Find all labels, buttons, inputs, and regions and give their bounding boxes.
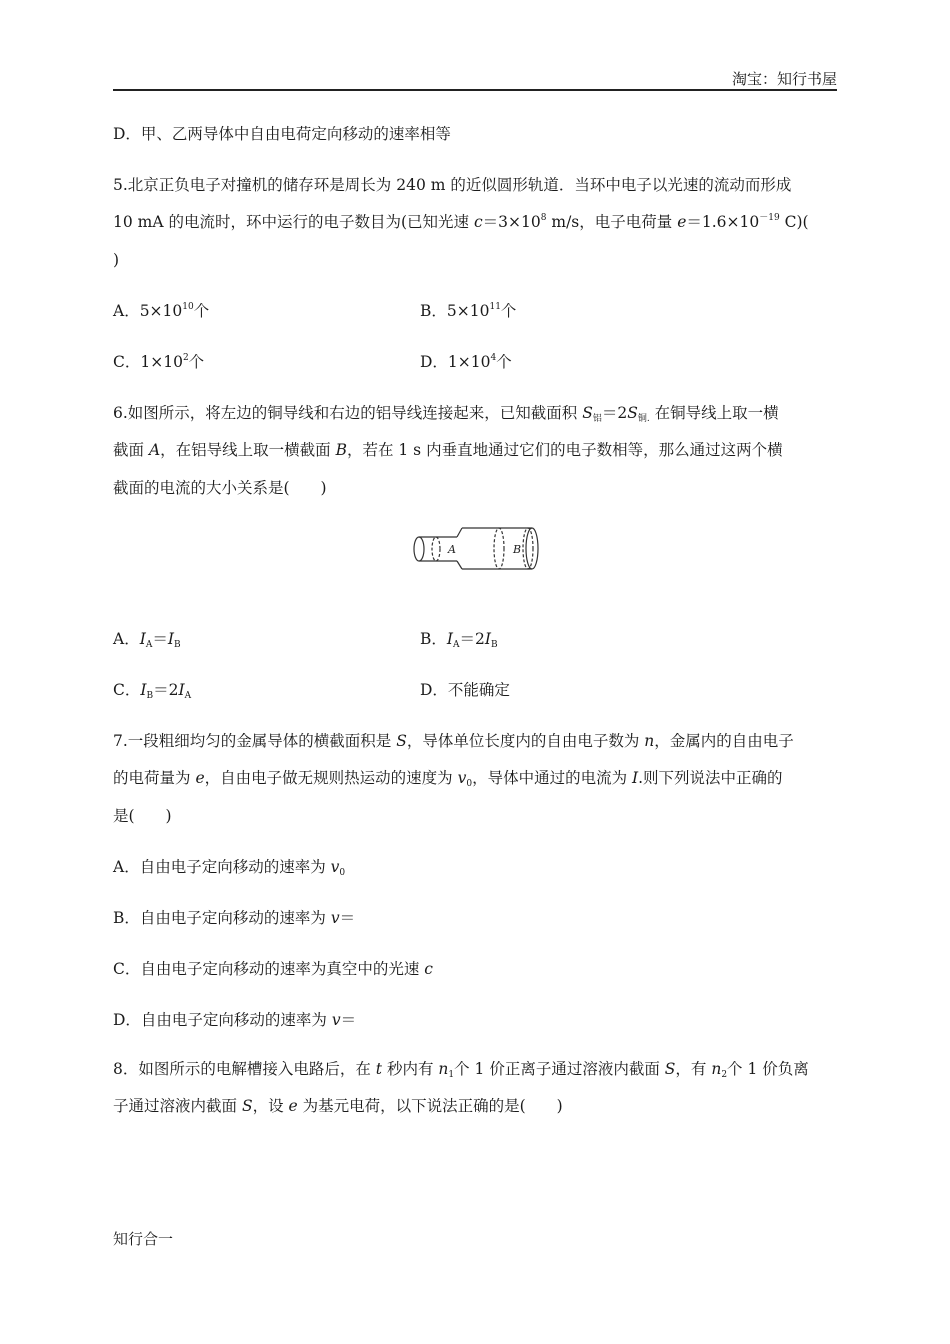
q7-option-a: A．自由电子定向移动的速率为 $v_0$ xyxy=(113,858,346,878)
cross-section-a-label: A xyxy=(448,543,456,556)
q7-stem-line1: 7.一段粗细均匀的金属导体的横截面积是 S，导体单位长度内的自由电子数为 n，金属内的自由电子 xyxy=(113,732,794,750)
q5-stem-line1: 5.北京正负电子对撞机的储存环是周长为 240 m 的近似圆形轨道．当环中电子以光速的流动而形成 xyxy=(113,176,792,194)
q7-stem-line3: 是( ) xyxy=(113,807,172,825)
q8-stem-line2: 子通过溶液内截面 S，设 e 为基元电荷，以下说法正确的是( ) xyxy=(113,1097,563,1115)
q6-option-c: C．$I_B=2I_A$ xyxy=(113,681,192,701)
q6-stem-line3: 截面的电流的大小关系是( ) xyxy=(113,479,327,497)
q5-option-b: B．$5\times 10^{11}$个 xyxy=(420,302,517,320)
q6-stem-line2: 截面 A，在铝导线上取一横截面 B，若在 1 s 内垂直地通过它们的电子数相等，那么通过这两个横 xyxy=(113,441,783,459)
q8-stem-line1: 8．如图所示的电解槽接入电路后，在 t 秒内有 $n_1$个 1 价正离子通过溶液内截面 S，有 $n_2$个 1 价负离 xyxy=(113,1060,809,1080)
q5-option-a: A．$5\times 10^{10}$个 xyxy=(113,302,210,320)
q7-option-c: C．自由电子定向移动的速率为真空中的光速 c xyxy=(113,960,433,978)
q7-option-d: D．自由电子定向移动的速率为 v＝ xyxy=(113,1011,357,1029)
q7-stem-line2: 的电荷量为 e，自由电子做无规则热运动的速度为 $v_0$，导体中通过的电流为 I.则下列说法中正确的 xyxy=(113,769,783,789)
header-brand: 淘宝：知行书屋 xyxy=(731,70,837,88)
q6-option-b: B．$I_A=2I_B$ xyxy=(420,630,498,650)
q5-stem-line2: 10 mA 的电流时，环中运行的电子数目为(已知光速 $c=3\times 10^8$ m/s，电子电荷量 $e=1.6\times 10^{-19}$ C)( xyxy=(113,213,809,231)
q6-option-a: A．$I_A=I_B$ xyxy=(113,630,181,650)
q4-option-d: D．甲、乙两导体中自由电荷定向移动的速率相等 xyxy=(113,125,451,143)
q5-stem-line3: ) xyxy=(113,251,120,269)
header-rule xyxy=(113,89,837,91)
cross-section-b-label: B xyxy=(513,543,522,556)
q6-stem-line1: 6.如图所示，将左边的铜导线和右边的铝导线连接起来，已知截面积 $S_铝=2S_{铜.}$ 在铜导线上取一横 xyxy=(113,404,779,424)
q6-option-d: D．不能确定 xyxy=(420,681,510,699)
q7-option-b: B．自由电子定向移动的速率为 v＝ xyxy=(113,909,356,927)
conductor-diagram xyxy=(405,522,550,574)
q5-option-d: D．$1\times 10^4$个 xyxy=(420,353,512,371)
q5-option-c: C．$1\times 10^2$个 xyxy=(113,353,205,371)
footer-text: 知行合一 xyxy=(113,1230,174,1248)
